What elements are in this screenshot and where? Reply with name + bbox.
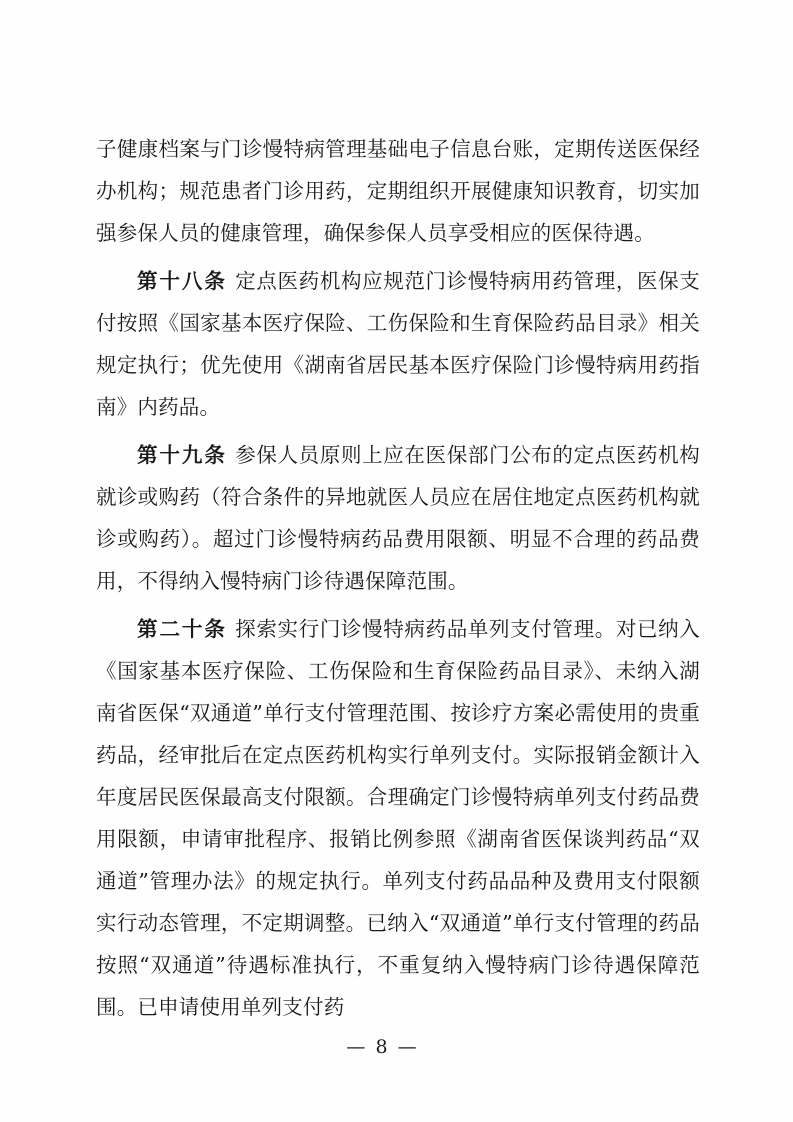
article-label-18: 第十八条 xyxy=(137,269,227,293)
paragraph-continuation: 子健康档案与门诊慢特病管理基础电子信息台账，定期传送医保经办机构；规范患者门诊用药，定期组织开展健康知识教育，切实加强参保人员的健康管理，确保参保人员享受相应的医保待遇。 xyxy=(96,137,700,245)
article-text-18: 定点医药机构应规范门诊慢特病用药管理，医保支付按照《国家基本医疗保险、工伤保险和生育保险药品目录》相关规定执行；优先使用《湖南省居民基本医疗保险门诊慢特病用药指南》内药品。 xyxy=(96,269,701,419)
article-label-20: 第二十条 xyxy=(137,617,227,641)
page-number: — 8 — xyxy=(346,1036,419,1058)
paragraph-article-18 xyxy=(96,260,700,428)
paragraph-article-19 xyxy=(96,434,700,602)
page-footer xyxy=(0,1036,793,1058)
article-text-20: 探索实行门诊慢特病药品单列支付管理。对已纳入《国家基本医疗保险、工伤保险和生育保险药品目录》、未纳入湖南省医保“双通道”单行支付管理范围、按诊疗方案必需使用的贵重药品，经审批后在定点医药机构实行单列支付。实际报销金额计入年度居民医保最高支付限额。合理确定门诊慢特病单列支付药品费用限额，申请审批程序、报销比例参照《湖南省医保谈判药品“双通道”管理办法》的规定执行。单列支付药品品种及费用支付限额实行动态管理，不定期调整。已纳入“双通道”单行支付管理的药品按照“双通道”待遇标准执行，不重复纳入慢特病门诊待遇保障范围。已申请使用单列支付药 xyxy=(96,617,701,1019)
document-body xyxy=(96,128,700,1034)
paragraph-article-20 xyxy=(96,608,700,1028)
article-label-19: 第十九条 xyxy=(137,443,227,467)
article-text-19: 参保人员原则上应在医保部门公布的定点医药机构就诊或购药（符合条件的异地就医人员应在居住地定点医药机构就诊或购药）。超过门诊慢特病药品费用限额、明显不合理的药品费用，不得纳入慢特病门诊待遇保障范围。 xyxy=(96,443,701,593)
